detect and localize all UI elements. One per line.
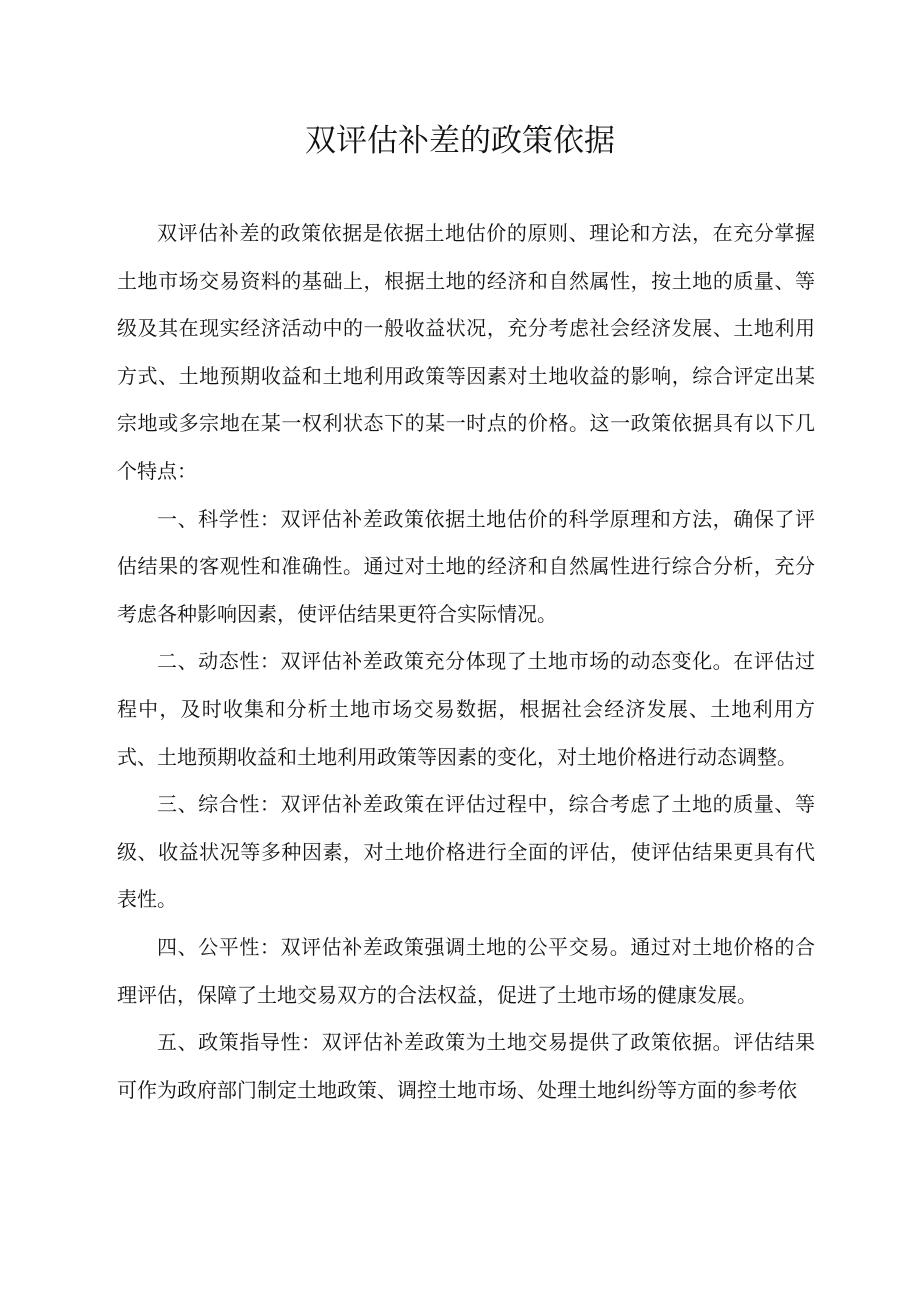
paragraph-dynamic: 二、动态性：双评估补差政策充分体现了土地市场的动态变化。在评估过程中，及时收集和分析土地市场交易数据，根据社会经济发展、土地利用方式、土地预期收益和土地利用政策等因素的变化，对土地价格进行动态调整。 [117, 649, 815, 769]
paragraph-fairness: 四、公平性：双评估补差政策强调土地的公平交易。通过对土地价格的合理评估，保障了土地交易双方的合法权益，促进了土地市场的健康发展。 [117, 934, 815, 1007]
paragraph-intro: 双评估补差的政策依据是依据土地估价的原则、理论和方法，在充分掌握土地市场交易资料的基础上，根据土地的经济和自然属性，按土地的质量、等级及其在现实经济活动中的一般收益状况，充分考虑社会经济发展、土地利用方式、土地预期收益和土地利用政策等因素对土地收益的影响，综合评定出某宗地或多宗地在某一权利状态下的某一时点的价格。这一政策依据具有以下几个特点： [117, 221, 815, 483]
paragraph-comprehensive: 三、综合性：双评估补差政策在评估过程中，综合考虑了土地的质量、等级、收益状况等多种因素，对土地价格进行全面的评估，使评估结果更具有代表性。 [117, 792, 815, 912]
document-body [117, 210, 815, 1114]
document-title: 双评估补差的政策依据 [305, 123, 615, 159]
paragraph-policy-guidance: 五、政策指导性：双评估补差政策为土地交易提供了政策依据。评估结果可作为政府部门制定土地政策、调控土地市场、处理土地纠纷等方面的参考依 [117, 1030, 815, 1102]
paragraph-scientific: 一、科学性：双评估补差政策依据土地估价的科学原理和方法，确保了评估结果的客观性和准确性。通过对土地的经济和自然属性进行综合分析，充分考虑各种影响因素，使评估结果更符合实际情况。 [117, 506, 815, 626]
